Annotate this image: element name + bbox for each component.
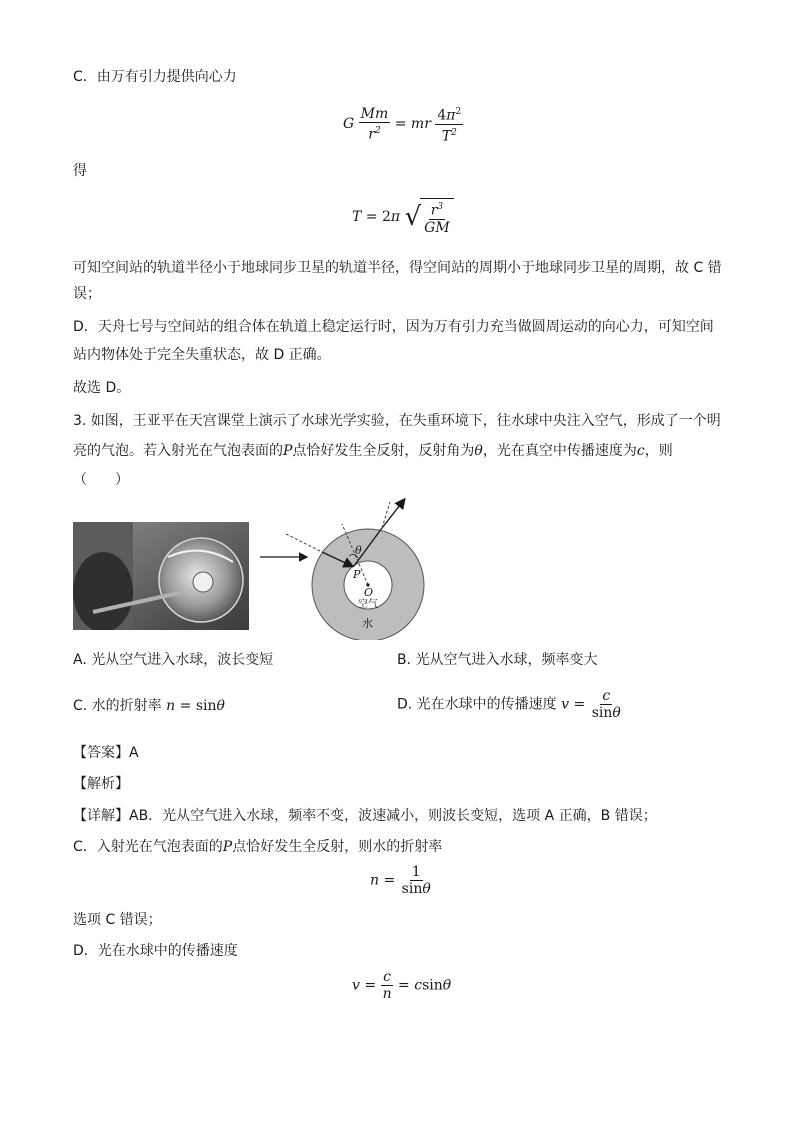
figure-label-o: O: [364, 586, 374, 599]
detail-d: D．光在水球中的传播速度: [73, 943, 238, 959]
figure-label-water: 水: [362, 617, 373, 630]
paragraph-d-line2: 站内物体处于完全失重状态，故 D 正确。: [73, 347, 331, 363]
analysis-label: 【解析】: [73, 776, 129, 792]
question3-line1: 3. 如图，王亚平在天宫课堂上演示了水球光学实验，在失重环境下，往水球中央注入空气，形成了一个明: [73, 413, 721, 429]
figure-water-ball-diagram: [258, 490, 428, 640]
equation-speed: v = $\frac{c}{n}$ = csinθ: [352, 969, 452, 1002]
equation-gravity: G $\frac{Mm}{r^2}$ = mr $\frac{4\pi^2}{T^2}$: [343, 105, 462, 145]
question3-line2: 亮的气泡。若入射光在气泡表面的P点恰好发生全反射，反射角为θ，光在真空中传播速度为c，则: [73, 443, 673, 459]
paragraph-d-line1: D．天舟七号与空间站的组合体在轨道上稳定运行时，因为万有引力充当做圆周运动的向心力，可知空间: [73, 319, 714, 335]
option-c[interactable]: C. 水的折射率 n = sinθ: [73, 698, 225, 714]
paragraph-conclusion-line1: 可知空间站的轨道半径小于地球同步卫星的轨道半径，得空间站的周期小于地球同步卫星的周期，故 C 错: [73, 260, 722, 276]
text-choose-d: 故选 D。: [73, 380, 131, 396]
equation-period: T = 2π √ $\frac{r^3}{GM}$: [352, 198, 454, 236]
detail-ab: 【详解】AB．光从空气进入水球，频率不变，波速减小，则波长变短，选项 A 正确，B 错误；: [73, 808, 657, 824]
figure-label-p: P: [353, 568, 361, 581]
option-a[interactable]: A. 光从空气进入水球，波长变短: [73, 652, 274, 668]
text-c-wrong: 选项 C 错误；: [73, 912, 162, 928]
detail-c: C．入射光在气泡表面的P点恰好发生全反射，则水的折射率: [73, 839, 443, 855]
figure-label-air: 空气: [358, 599, 378, 610]
option-b[interactable]: B. 光从空气进入水球，频率变大: [397, 652, 598, 668]
text-de: 得: [73, 163, 87, 179]
option-d[interactable]: D. 光在水球中的传播速度 v = $\frac{c}{\sin\theta}$: [397, 688, 621, 721]
figure-label-theta: θ: [355, 544, 362, 557]
question3-bracket: （ ）: [73, 472, 129, 488]
paragraph-c-label: C．由万有引力提供向心力: [73, 69, 237, 85]
answer-line: 【答案】A: [73, 745, 139, 761]
photo-water-ball: [73, 522, 249, 630]
equation-refractive-index: n = $\frac{1}{\sin\theta}$: [370, 864, 431, 897]
paragraph-conclusion-line2: 误；: [73, 286, 101, 302]
